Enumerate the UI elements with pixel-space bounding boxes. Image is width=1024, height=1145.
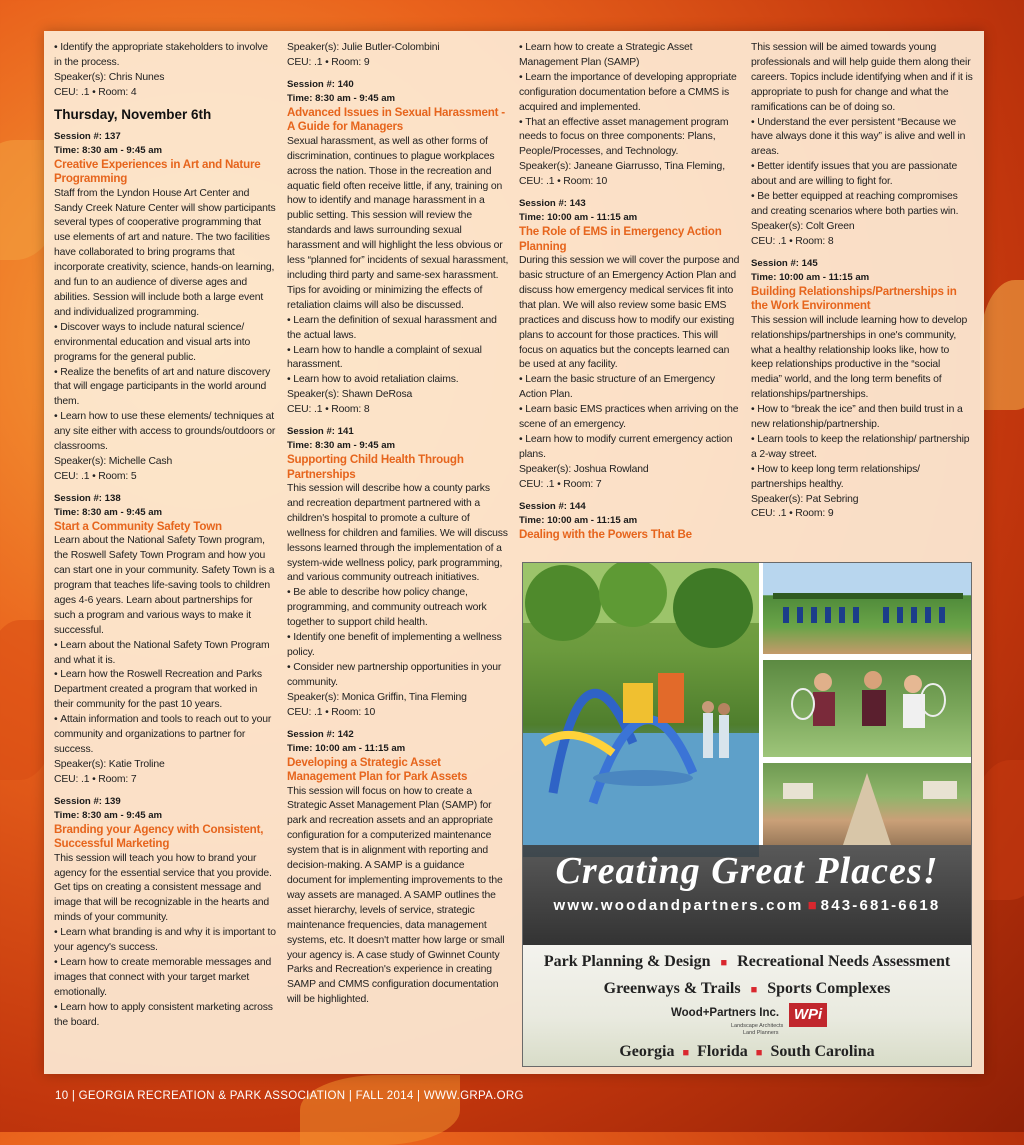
text-line: CEU: .1 • Room: 8 <box>751 235 834 247</box>
column-3 <box>519 41 741 542</box>
ad-states <box>523 1043 971 1061</box>
bullet-item: • Learn basic EMS practices when arriving on the scene of an emergency. <box>519 403 741 433</box>
ad-contact <box>523 897 971 914</box>
ad-phone: 843-681-6618 <box>820 897 941 914</box>
text-line: Speaker(s): Joshua Rowland <box>519 463 649 475</box>
session-block <box>54 130 276 485</box>
session-block <box>54 492 276 788</box>
bullet-item: • Learn how to handle a complaint of sexual harassment. <box>287 344 509 374</box>
text-line: During this session we will cover the purpose and basic structure of an Emergency Action Plan and discuss how emergency medical services fit into that plan. We will also review some basic EMS practices and discuss how to modify our existing plans to account for those practices. This will focus on aquatics but the concepts learned can be used at any facility. <box>519 255 740 371</box>
aerial-crowd-illustration <box>763 763 971 845</box>
text-line: Speaker(s): Katie Troline <box>54 758 165 770</box>
text-line: CEU: .1 • Room: 10 <box>519 176 608 188</box>
bullet-item: • Identify one benefit of implementing a wellness policy. <box>287 631 509 661</box>
column-2 <box>287 41 509 1008</box>
text-line: Speaker(s): Julie Butler-Colombini <box>287 42 440 53</box>
bullet-item: • Learn tools to keep the relationship/ partnership a 2-way street. <box>751 433 973 463</box>
bullet-item: • Understand the ever persistent “Because we have always done it this way” is alive and well in areas. <box>751 116 973 161</box>
session-time: Time: 10:00 am - 11:15 am <box>519 212 638 224</box>
session-title: Branding your Agency with Consistent, Successful Marketing <box>54 822 264 851</box>
bullet-item: • Attain information and tools to reach out to your community and organizations to partner for success. <box>54 713 276 758</box>
text-line: Staff from the Lyndon House Art Center and Sandy Creek Nature Center will show participants several types of cooperative programming that use elements of art and nature. The two facilities have collaborated to bring programs that incorporate creativity, science, hands-on learning, and fun to an audience of diverse ages and abilities. Session will include both a large event and individualized programming. <box>54 187 276 318</box>
text-line: Sexual harassment, as well as other forms of discrimination, continues to plague workplaces across the nation. Those in the recreation and aquatic field often receive little, if any, training on how to identify and manage harassment in a public setting. This session will review the standards and laws surrounding sexual harassment and will highlight the less obvious or less “planned for” incidents of sexual harassment, including third party and same-sex harassment. Tips for avoiding or minimizing the effects of retaliation claims will also be discussed. <box>287 135 509 311</box>
square-bullet-icon: ■ <box>682 1047 690 1059</box>
playground-illustration <box>523 563 759 857</box>
service-needs-assessment: Recreational Needs Assessment <box>737 953 951 970</box>
ad-website[interactable]: www.woodandpartners.com <box>553 897 804 914</box>
text-line: Speaker(s): Colt Green <box>751 220 855 232</box>
square-bullet-icon: ■ <box>755 1047 763 1059</box>
bullet-item: • Learn the basic structure of an Emergency Action Plan. <box>519 373 741 403</box>
services-line-2 <box>523 976 971 1003</box>
session-title: The Role of EMS in Emergency Action Planning <box>519 225 722 253</box>
bullet-item: • Learn the definition of sexual harassment and the actual laws. <box>287 314 509 344</box>
ad-tagline-band <box>523 845 971 945</box>
firm-mark: WPi <box>789 1003 827 1027</box>
session-time: Time: 10:00 am - 11:15 am <box>287 742 406 754</box>
session-time: Time: 10:00 am - 11:15 am <box>519 514 638 526</box>
bullet-item: • Learn how to create memorable messages and images that connect with your target market emotionally. <box>54 956 276 1001</box>
session-title: Supporting Child Health Through Partnerships <box>287 453 464 481</box>
session-title: Start a Community Safety Town <box>54 519 222 533</box>
leaf-decoration <box>980 280 1024 410</box>
content-panel <box>44 31 984 1074</box>
state-georgia: Georgia <box>619 1043 675 1060</box>
text-line: Speaker(s): Pat Sebring <box>751 493 859 505</box>
text-line: CEU: .1 • Room: 9 <box>287 56 370 68</box>
session-title: Creative Experiences in Art and Nature Programming <box>54 157 261 186</box>
services-line-1 <box>523 949 971 976</box>
ad-tagline: Creating Great Places! <box>555 850 939 892</box>
bullet-item: • Learn how the Roswell Recreation and Parks Department created a program that worked in their community for the past 10 years. <box>54 668 276 713</box>
bullet-item: • Learn what branding is and why it is important to your agency's success. <box>54 926 276 956</box>
baseball-team-illustration <box>763 563 971 654</box>
bullet-item: • Learn about the National Safety Town Program and what it is. <box>54 639 276 669</box>
text-line: Speaker(s): Monica Griffin, Tina Fleming <box>287 691 467 703</box>
tennis-kids-photo <box>763 660 971 757</box>
ad-services-panel <box>523 945 971 1066</box>
text-line: This session will focus on how to create a Strategic Asset Management Plan (SAMP) for park and recreation assets and an appropriate configuration for a computerized maintenance system that is in alignment with reporting and decision-making. A SAMP is a guidance document for implementing improvements to the way assets are managed. A SAMP outlines the asset hierarchy, levels of service, strategic maintenance frequencies, data management systems, etc. It doesn't matter how large or small your agency is. A case study of Gwinnet County Parks and Recreation's experience in creating SAMP and CMMS configuration documentation will be highlighted. <box>287 785 505 1006</box>
bullet-item: • Be able to describe how policy change, programming, and community outreach work together to support child health. <box>287 586 509 631</box>
bullet-item: • Identify the appropriate stakeholders to involve in the process. <box>54 41 276 71</box>
text-line: This session will include learning how to develop relationships/partnerships in one's community, what a healthy relationship looks like, how to keep relationships productive in the “social media” world, and the long term benefits of relationships/partnerships. <box>751 314 968 401</box>
session-title: Building Relationships/Partnerships in the Work Environment <box>751 284 957 313</box>
session-time: Time: 8:30 am - 9:45 am <box>287 92 396 104</box>
session-time: Time: 8:30 am - 9:45 am <box>54 809 163 821</box>
bullet-item: • Learn how to create a Strategic Asset Management Plan (SAMP) <box>519 41 741 71</box>
bullet-item: • How to “break the ice” and then build trust in a new relationship/partnership. <box>751 403 973 433</box>
bullet-item: • Learn how to modify current emergency action plans. <box>519 433 741 463</box>
firm-sub-2: Land Planners <box>743 1030 779 1036</box>
session-block <box>519 500 741 543</box>
state-florida: Florida <box>697 1043 748 1060</box>
day-heading: Thursday, November 6th <box>54 106 212 122</box>
sports-field-photo <box>763 563 971 654</box>
text-line: Speaker(s): Janeane Giarrusso, Tina Fleming, <box>519 161 725 173</box>
aerial-park-photo <box>763 763 971 845</box>
session-time: Time: 8:30 am - 9:45 am <box>287 440 396 452</box>
text-line: Learn about the National Safety Town program, the Roswell Safety Town Program and how you can start one in your community. Safety Town is a program that teaches life-saving tools to children ages 4-6 years. Learn about partnerships for such a program and various ways to make it successful. <box>54 535 275 636</box>
text-line: CEU: .1 • Room: 9 <box>751 508 834 520</box>
bullet-item: • Learn how to apply consistent marketing across the board. <box>54 1001 276 1031</box>
text-line: CEU: .1 • Room: 7 <box>54 773 137 785</box>
text-line: This session will be aimed towards young professionals and will help guide them along their careers. Topics include identifying when and if it is appropriate to push for change and what the ramifications can be of doing so. <box>751 42 973 113</box>
column-4 <box>751 41 973 522</box>
tennis-kids-illustration <box>763 660 971 757</box>
page-footer: 10 | GEORGIA RECREATION & PARK ASSOCIATION | FALL 2014 | WWW.GRPA.ORG <box>55 1090 524 1102</box>
session-title: Advanced Issues in Sexual Harassment - A Guide for Managers <box>287 105 505 134</box>
text-line: CEU: .1 • Room: 5 <box>54 470 137 482</box>
session-number: Session #: 144 <box>519 500 586 512</box>
playground-photo <box>523 563 759 857</box>
text-line: Speaker(s): Shawn DeRosa <box>287 389 413 401</box>
text-line: CEU: .1 • Room: 8 <box>287 404 370 416</box>
session-title: Dealing with the Powers That Be <box>519 527 692 541</box>
session-time: Time: 10:00 am - 11:15 am <box>751 271 870 283</box>
square-bullet-icon: ■ <box>807 897 817 914</box>
session-number: Session #: 138 <box>54 492 121 504</box>
bullet-item: • How to keep long term relationships/ partnerships healthy. <box>751 463 973 493</box>
text-line: Speaker(s): Chris Nunes <box>54 71 165 83</box>
session-number: Session #: 139 <box>54 795 121 807</box>
session-number: Session #: 143 <box>519 198 586 210</box>
square-bullet-icon: ■ <box>750 984 758 996</box>
session-title: Developing a Strategic Asset Management Plan for Park Assets <box>287 755 468 784</box>
session-block <box>54 795 276 1031</box>
session-block <box>287 425 509 721</box>
bullet-item: • Consider new partnership opportunities in your community. <box>287 661 509 691</box>
session-number: Session #: 145 <box>751 257 818 269</box>
bullet-item: • Learn how to use these elements/ techniques at any site either with access to grounds/outdoors or classrooms. <box>54 410 276 455</box>
session-number: Session #: 142 <box>287 728 354 740</box>
session-time: Time: 8:30 am - 9:45 am <box>54 144 163 156</box>
bullet-item: • That an effective asset management program needs to focus on three components: Plans, People/Processes, and Technology. <box>519 116 741 161</box>
firm-name: Wood+Partners Inc. <box>671 1007 780 1019</box>
square-bullet-icon: ■ <box>720 957 728 969</box>
session-number: Session #: 137 <box>54 130 121 142</box>
bullet-item: • Learn the importance of developing appropriate configuration documentation before a CMMS is acquired and implemented. <box>519 71 741 116</box>
bullet-item: • Better identify issues that you are passionate about and are willing to fight for. <box>751 160 973 190</box>
session-block <box>751 257 973 523</box>
bullet-item: • Learn how to avoid retaliation claims. <box>287 373 509 388</box>
text-line: CEU: .1 • Room: 10 <box>287 706 376 718</box>
session-number: Session #: 141 <box>287 426 354 438</box>
column-1 <box>54 41 276 1031</box>
session-number: Session #: 140 <box>287 78 354 90</box>
session-time: Time: 8:30 am - 9:45 am <box>54 506 163 518</box>
text-line: CEU: .1 • Room: 7 <box>519 478 602 490</box>
wood-partners-ad[interactable] <box>522 562 972 1067</box>
service-greenways: Greenways & Trails <box>603 980 741 997</box>
bullet-item: • Realize the benefits of art and nature discovery that will engage participants in the world around them. <box>54 366 276 411</box>
state-south-carolina: South Carolina <box>770 1043 875 1060</box>
session-block <box>287 728 509 1009</box>
text-line: Speaker(s): Michelle Cash <box>54 455 173 467</box>
service-park-planning: Park Planning & Design <box>543 953 711 970</box>
text-line: CEU: .1 • Room: 4 <box>54 86 137 98</box>
service-sports-complexes: Sports Complexes <box>767 980 891 997</box>
firm-logo <box>671 1003 831 1043</box>
bullet-item: • Be better equipped at reaching compromises and creating scenarios where both parties win. <box>751 190 973 220</box>
leaf-decoration <box>300 1075 460 1145</box>
text-line: This session will teach you how to brand your agency for the essential service that you provide. Get tips on creating a consistent message and image that will be recognizable in the hearts and minds of your community. <box>54 852 272 924</box>
session-block <box>287 78 509 418</box>
bullet-item: • Discover ways to include natural science/ environmental education and visual arts into programs for the general public. <box>54 321 276 366</box>
session-block <box>519 197 741 493</box>
firm-sub-1: Landscape Architects <box>731 1023 784 1029</box>
text-line: This session will describe how a county parks and recreation department partnered with a children's hospital to promote a culture of wellness for children and families. We will discuss lessons learned through the implementation of a system-wide wellness policy, park programming, and various community outreach initiatives. <box>287 483 508 584</box>
